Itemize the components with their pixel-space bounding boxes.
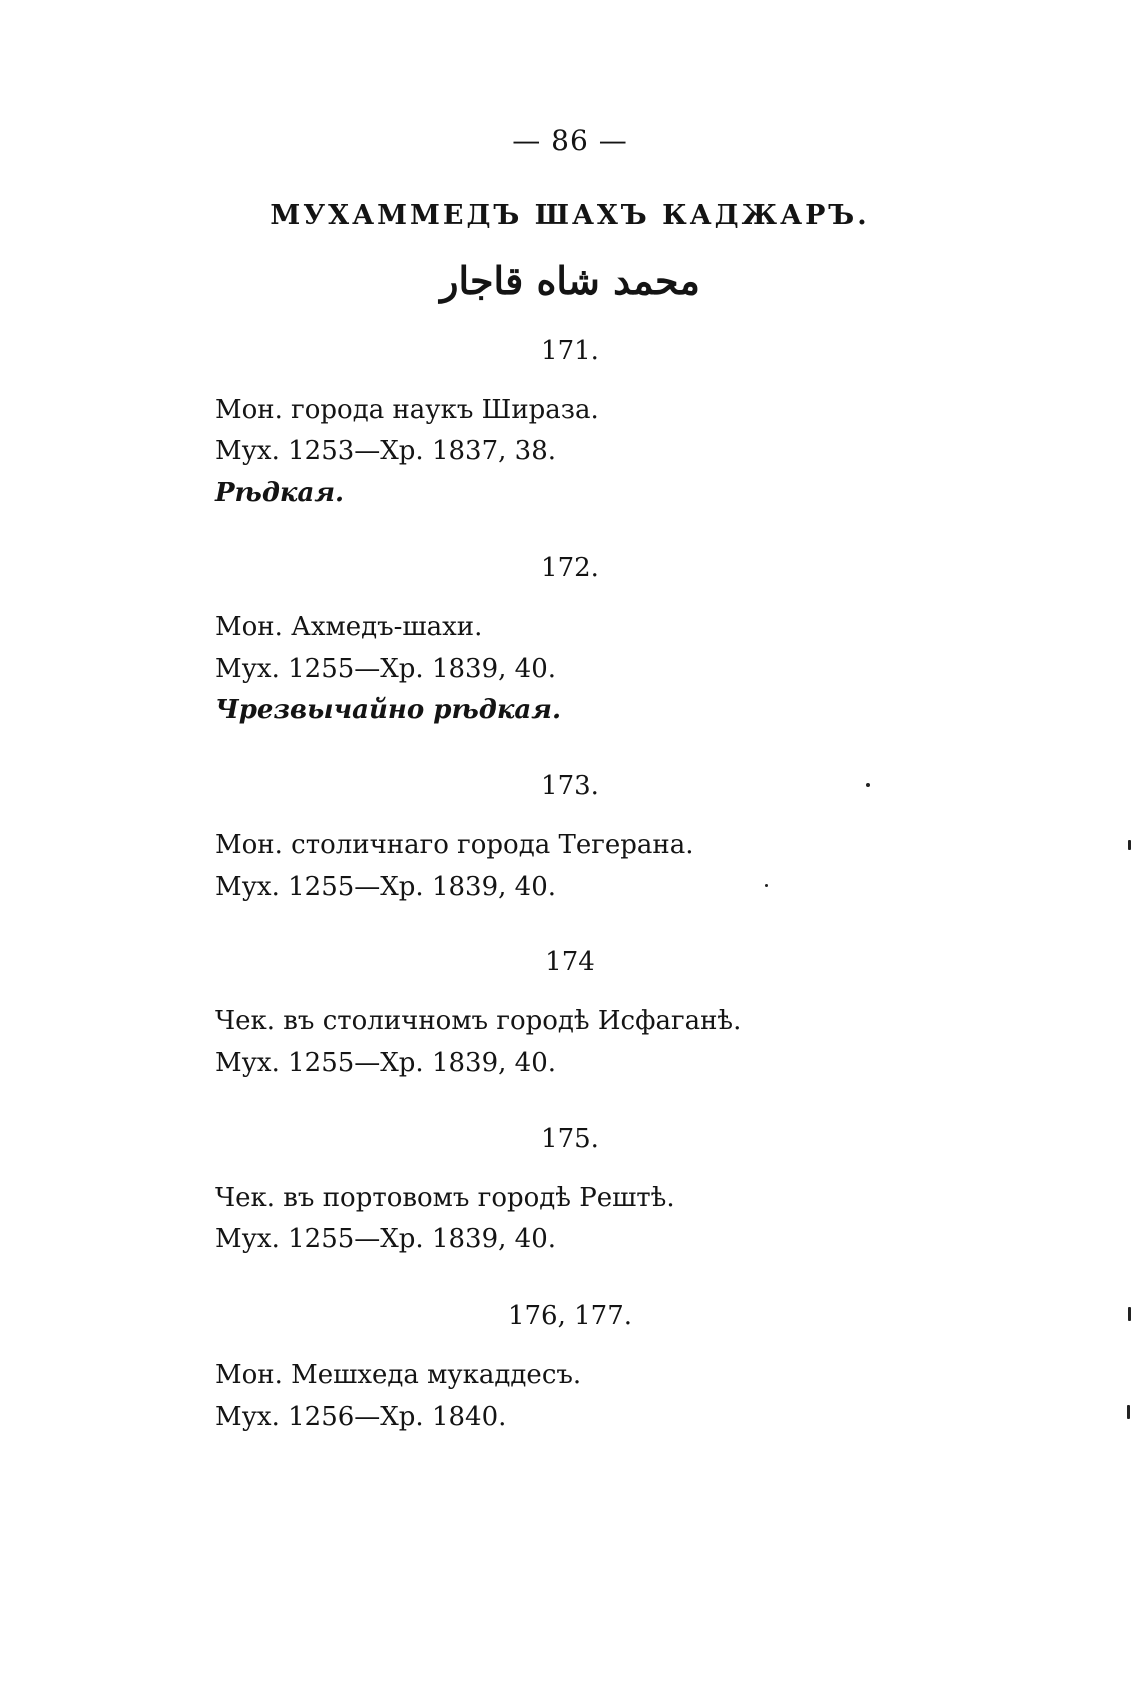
scan-speck [866,783,870,787]
entry-description: Мон. Ахмедъ-шахи. [215,612,483,642]
entry-rarity-note: Рѣдкая. [215,478,345,508]
scan-speck [1128,1307,1131,1321]
page-number: — 86 — [512,124,628,157]
entry-description: Мон. Мешхеда мукаддесъ. [215,1360,582,1390]
entry-date: Мух. 1255—Хр. 1839, 40. [215,1048,557,1078]
entry-date: Мух. 1255—Хр. 1839, 40. [215,654,557,684]
entry-rarity-note: Чрезвычайно рѣдкая. [215,695,562,725]
entry-number: 173. [541,771,599,801]
scan-speck [1128,840,1131,850]
scan-speck [765,884,768,887]
entry-number: 174 [545,947,595,977]
entry-number: 171. [541,336,599,366]
entry-number: 176, 177. [507,1301,633,1331]
scan-speck [1127,1405,1130,1419]
arabic-title: محمد شاه قاجار [440,258,700,303]
entry-number: 172. [541,553,599,583]
page-title: МУХАММЕДЪ ШАХЪ КАДЖАРЪ. [270,200,870,231]
entry-date: Мух. 1256—Хр. 1840. [215,1402,507,1432]
entry-date: Мух. 1255—Хр. 1839, 40. [215,1224,557,1254]
entry-number: 175. [541,1124,599,1154]
entry-description: Мон. столичнаго города Тегерана. [215,830,694,860]
entry-date: Мух. 1255—Хр. 1839, 40. [215,872,557,902]
entry-date: Мух. 1253—Хр. 1837, 38. [215,436,557,466]
entry-description: Чек. въ портовомъ городѣ Рештѣ. [215,1183,675,1213]
entry-description: Мон. города наукъ Шираза. [215,395,599,425]
entry-description: Чек. въ столичномъ городѣ Исфаганѣ. [215,1006,742,1036]
